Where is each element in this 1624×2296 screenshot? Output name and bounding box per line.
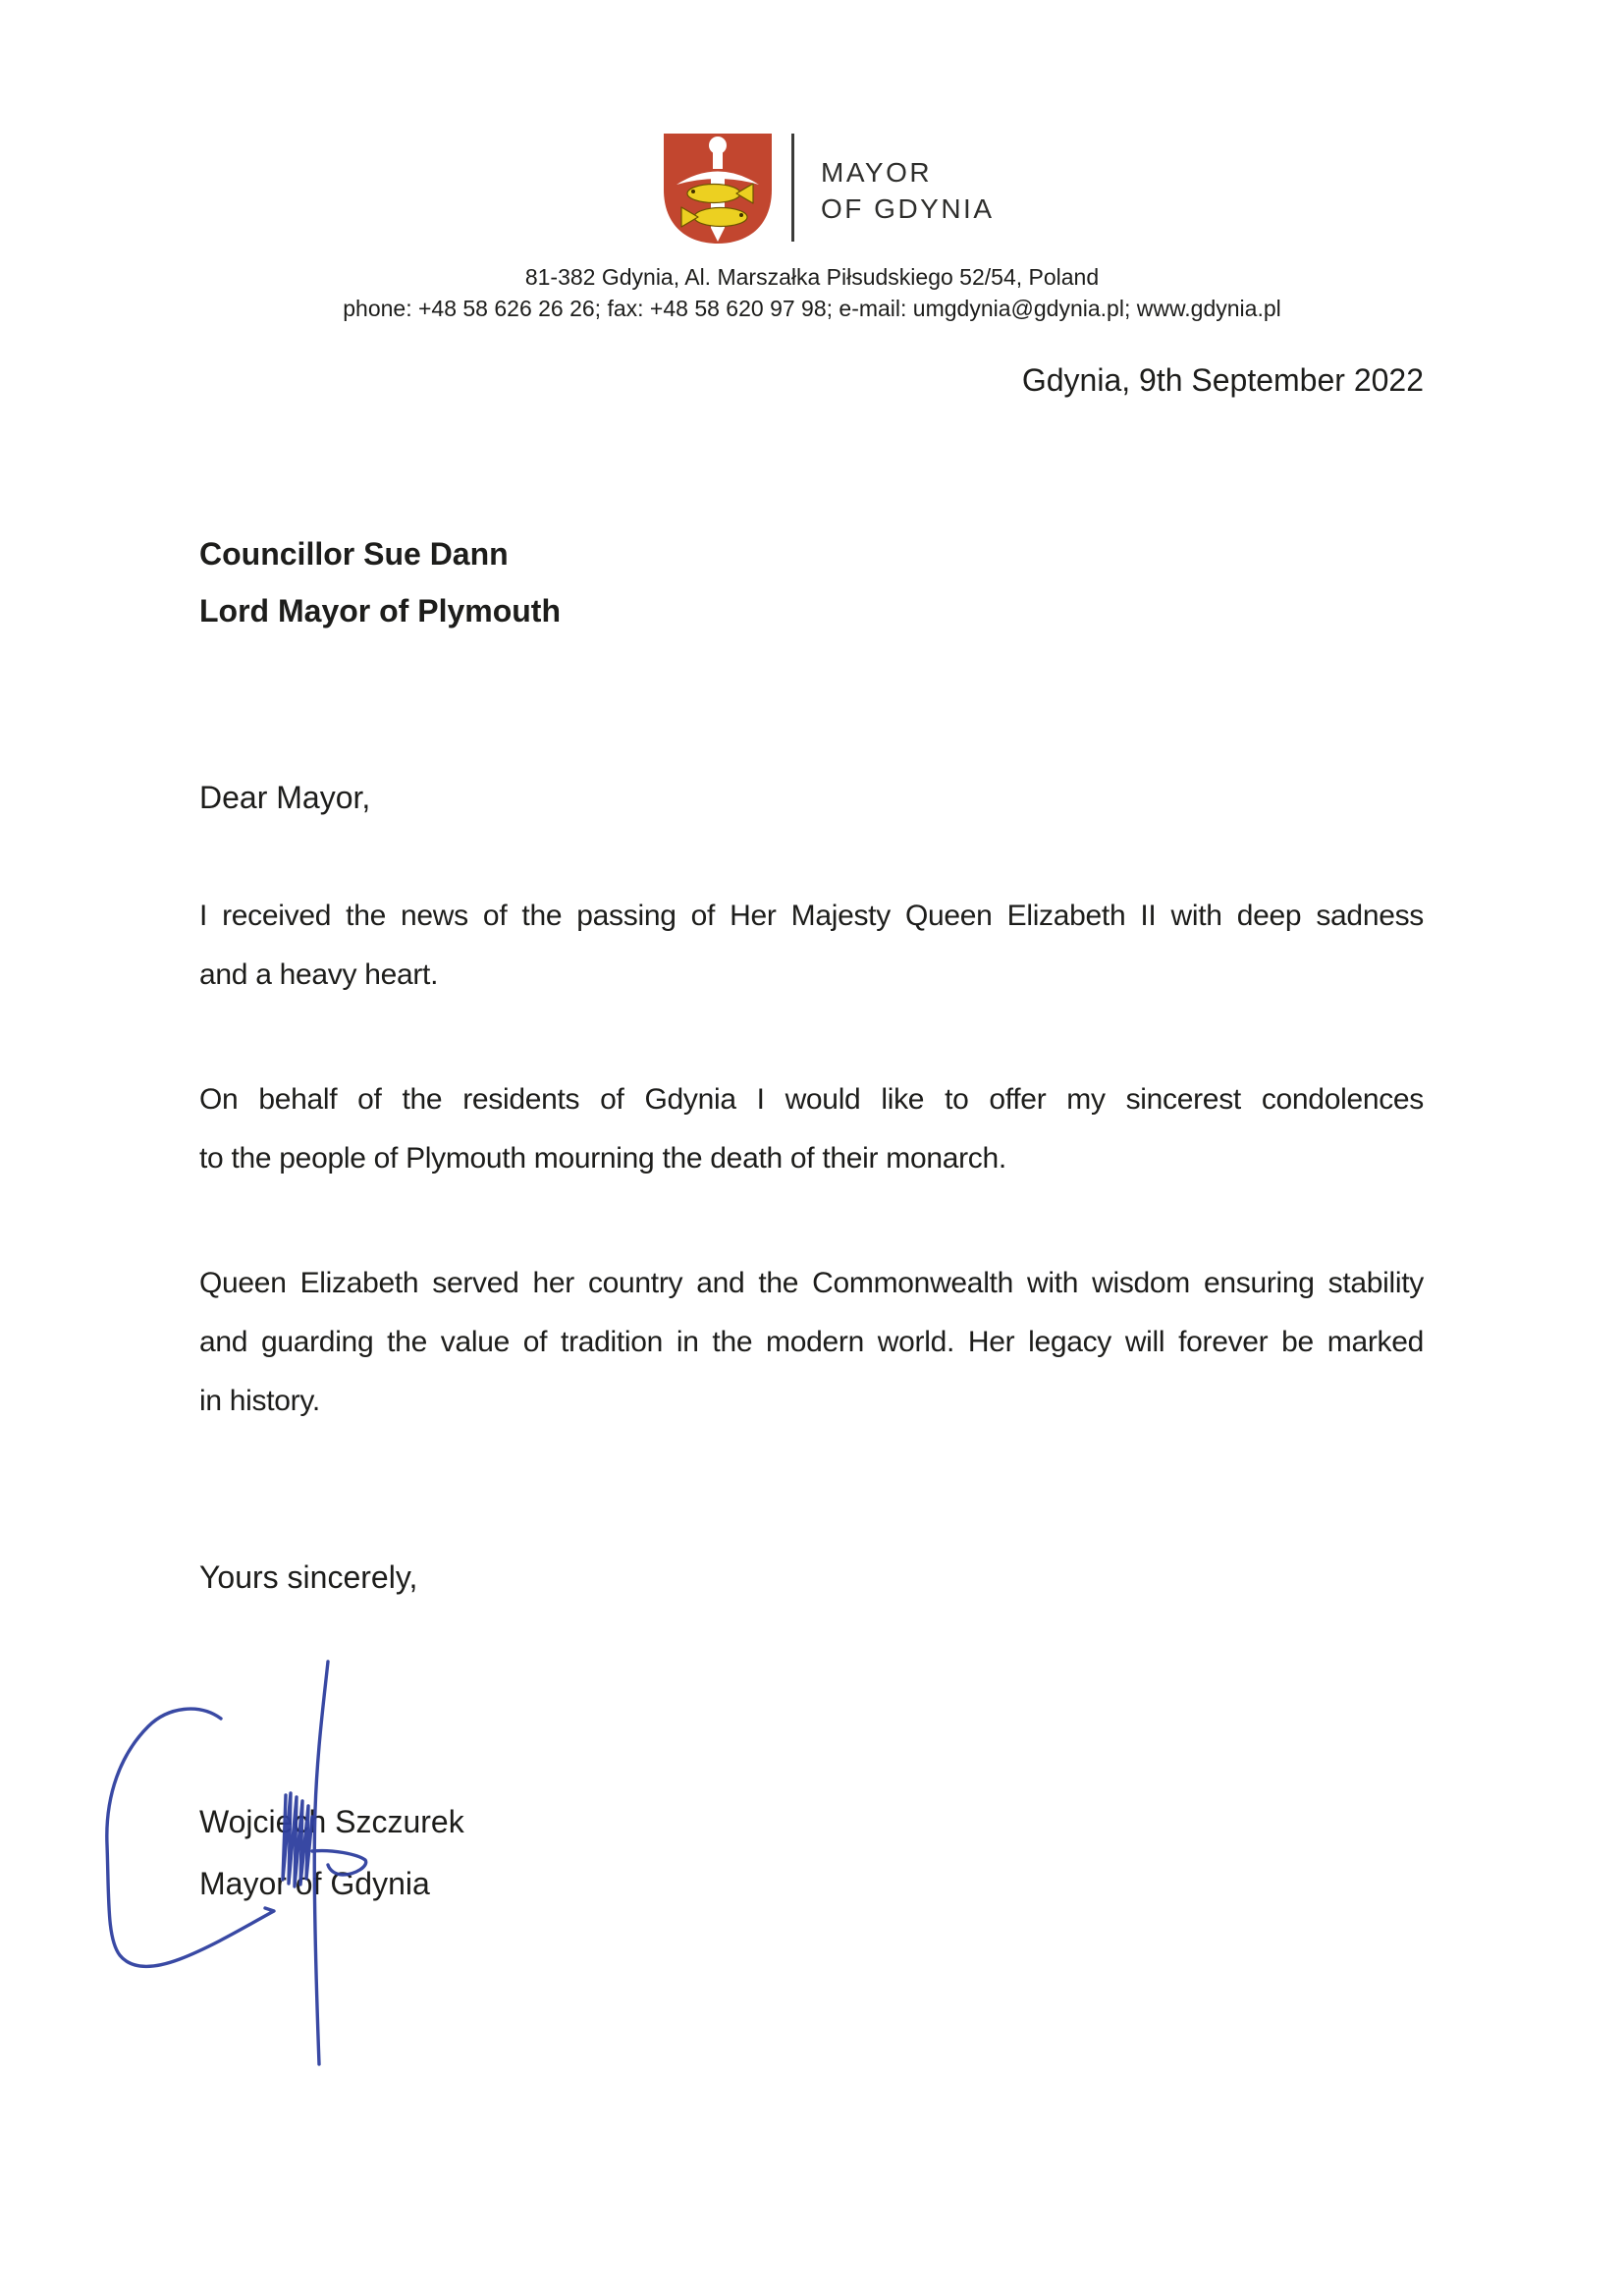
signatory-name: Wojciech Szczurek xyxy=(199,1804,464,1839)
letterhead-title-line1: MAYOR xyxy=(821,157,933,188)
signatory-title: Mayor of Gdynia xyxy=(199,1866,430,1901)
paragraph-line: and guarding the value of tradition in the modern world. Her legacy will forever be marked xyxy=(199,1326,1424,1358)
letterhead-title-line2: OF GDYNIA xyxy=(821,193,995,224)
closing: Yours sincerely, xyxy=(199,1559,418,1595)
paragraph-line: and a heavy heart. xyxy=(199,958,439,991)
date-line: Gdynia, 9th September 2022 xyxy=(1021,362,1424,398)
fish-eye xyxy=(739,213,743,217)
recipient-name: Councillor Sue Dann xyxy=(199,536,509,572)
signatory-block xyxy=(199,1791,464,1915)
paragraph-line: Queen Elizabeth served her country and the Commonwealth with wisdom ensuring stability xyxy=(199,1267,1424,1299)
letterhead-address-block xyxy=(0,261,1624,324)
paragraph-line: On behalf of the residents of Gdynia I would like to offer my sincerest condolences xyxy=(199,1083,1424,1116)
paragraph xyxy=(199,1070,1424,1188)
recipient-title: Lord Mayor of Plymouth xyxy=(199,593,561,629)
paragraph-line: in history. xyxy=(199,1385,320,1417)
paragraph-line: to the people of Plymouth mourning the death of their monarch. xyxy=(199,1142,1006,1175)
paragraph xyxy=(199,1254,1424,1431)
fish-eye xyxy=(691,190,695,193)
salutation: Dear Mayor, xyxy=(199,780,371,815)
letterhead-divider xyxy=(791,134,794,242)
letterhead-address: 81-382 Gdynia, Al. Marszałka Piłsudskiego 52/54, Poland xyxy=(524,264,1100,290)
recipient-block xyxy=(199,525,561,639)
paragraph xyxy=(199,887,1424,1005)
gdynia-coat-of-arms-icon xyxy=(658,131,778,246)
letterhead-title xyxy=(821,154,995,227)
paragraph-line: I received the news of the passing of Her Majesty Queen Elizabeth II with deep sadness xyxy=(199,900,1424,932)
letterhead-contact: phone: +48 58 626 26 26; fax: +48 58 620 97 98; e-mail: umgdynia@gdynia.pl; www.gdynia.pl xyxy=(343,296,1281,321)
